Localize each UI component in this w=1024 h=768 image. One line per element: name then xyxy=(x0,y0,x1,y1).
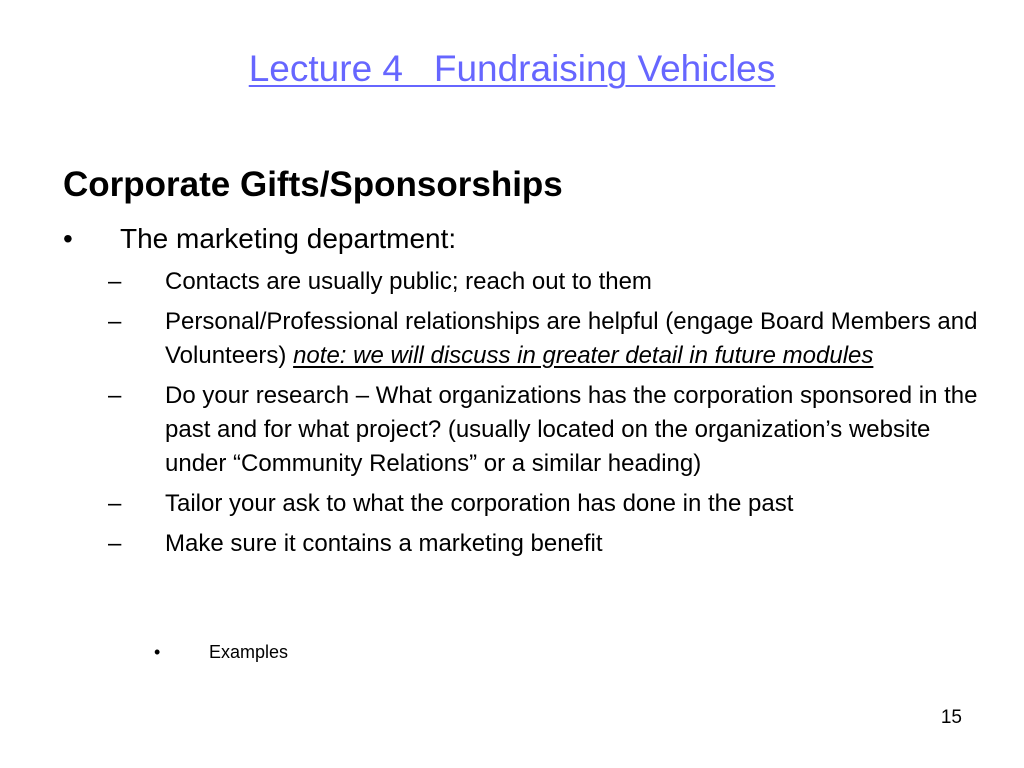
dash-marker: – xyxy=(108,530,122,557)
future-modules-note: note: we will discuss in greater detail in future modules xyxy=(293,342,874,369)
sub-bullet-text: Contacts are usually public; reach out to them xyxy=(165,268,652,295)
sub-bullet-text: Do your research – What organizations has the corporation sponsored in the past and for what project? (usually located on the organization’s website under “Community Relations” or a similar heading) xyxy=(165,382,978,477)
sub-sub-bullet-text: Examples xyxy=(209,642,289,662)
section-heading: Corporate Gifts/Sponsorships xyxy=(63,165,563,204)
bullet-marker: • xyxy=(63,223,73,254)
bullet-text: The marketing department: xyxy=(120,223,457,254)
sub-bullet-text: Make sure it contains a marketing benefit xyxy=(165,530,603,557)
dash-marker: – xyxy=(108,308,122,335)
slide-title[interactable]: Lecture 4 Fundraising Vehicles xyxy=(248,48,776,89)
sub-bullet-marketing-benefit xyxy=(108,527,988,561)
sub-bullet-relationships xyxy=(108,305,988,373)
sub-bullet-contacts xyxy=(108,265,988,299)
dash-marker: – xyxy=(108,490,122,517)
dash-marker: – xyxy=(108,382,122,409)
bullet-marker: • xyxy=(154,642,161,662)
dash-marker: – xyxy=(108,268,122,295)
page-number: 15 xyxy=(940,707,962,728)
sub-bullet-research xyxy=(108,379,988,481)
sub-bullet-list xyxy=(108,265,988,567)
sub-bullet-text: Tailor your ask to what the corporation has done in the past xyxy=(165,490,794,517)
sub-bullet-tailor-ask xyxy=(108,487,988,521)
sub-bullet-text: Personal/Professional relationships are helpful (engage Board Members and Volunteers) xyxy=(165,308,978,369)
